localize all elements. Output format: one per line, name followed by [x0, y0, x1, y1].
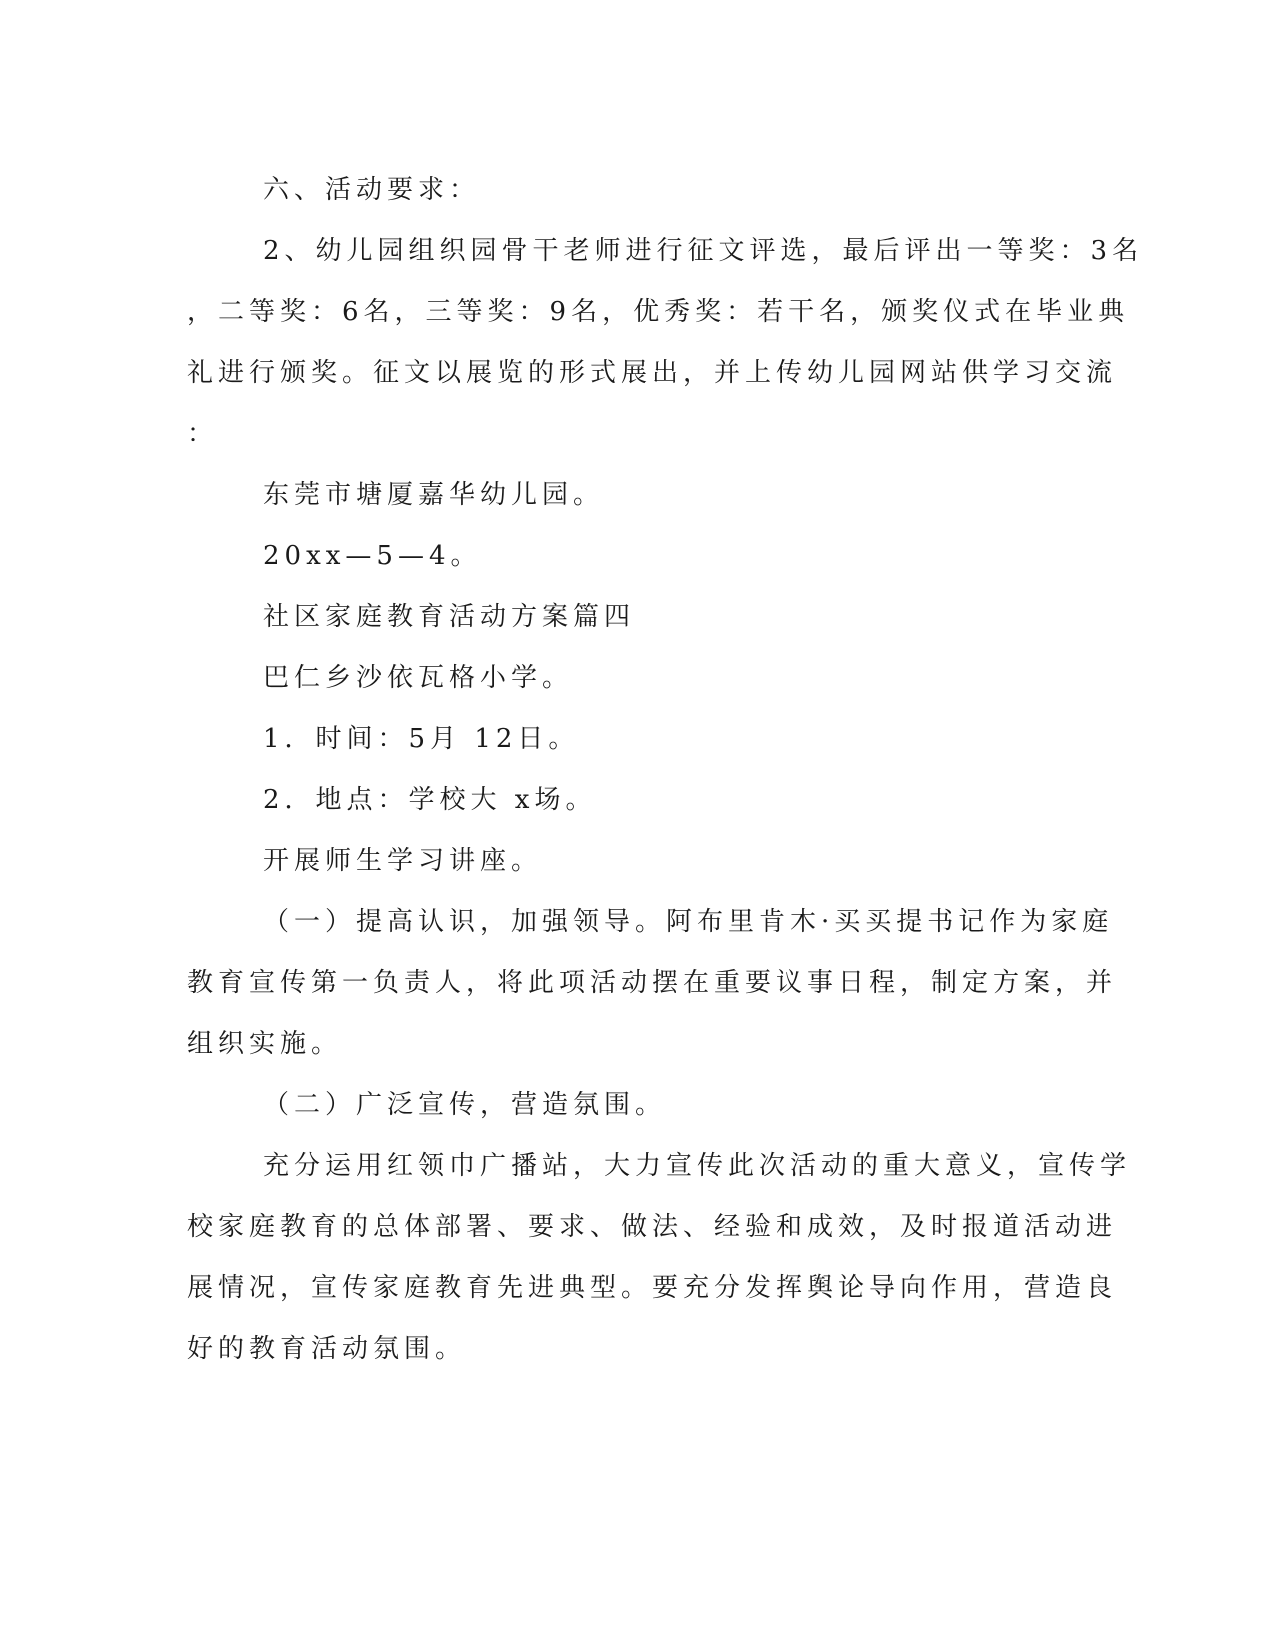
paragraph-line: 校家庭教育的总体部署、要求、做法、经验和成效，及时报道活动进: [187, 1212, 1118, 1242]
document-date: 20xx—5—4。: [263, 541, 482, 571]
document-body: [187, 160, 1144, 1380]
paragraph-line: （二）广泛宣传，营造氛围。: [263, 1090, 667, 1120]
paragraph-line: 礼进行颁奖。征文以展览的形式展出，并上传幼儿园网站供学习交流: [187, 358, 1118, 388]
school-name: 巴仁乡沙依瓦格小学。: [263, 663, 574, 693]
paragraph-line: 充分运用红领巾广播站，大力宣传此次活动的重大意义，宣传学: [263, 1151, 1132, 1181]
paragraph-line: 组织实施。: [187, 1029, 343, 1059]
paragraph-line: ，二等奖：6名，三等奖：9名，优秀奖：若干名，颁奖仪式在毕业典: [187, 297, 1130, 327]
paragraph-line: 开展师生学习讲座。: [263, 846, 543, 876]
paragraph-line: 展情况，宣传家庭教育先进典型。要充分发挥舆论导向作用，营造良: [187, 1273, 1118, 1303]
paragraph-line: （一）提高认识，加强领导。阿布里肯木·买买提书记作为家庭: [263, 907, 1114, 937]
paragraph-line: ：: [187, 419, 219, 449]
section-heading-requirements: 六、活动要求：: [263, 175, 481, 205]
paragraph-line: 教育宣传第一负责人，将此项活动摆在重要议事日程，制定方案，并: [187, 968, 1118, 998]
paragraph-line: 2、幼儿园组织园骨干老师进行征文评选，最后评出一等奖：3名: [263, 236, 1144, 266]
organization-name: 东莞市塘厦嘉华幼儿园。: [263, 480, 605, 510]
section-title: 社区家庭教育活动方案篇四: [263, 602, 636, 632]
event-time: 1．时间：5月 12日。: [263, 724, 580, 754]
event-location: 2．地点：学校大 x场。: [263, 785, 597, 815]
paragraph-line: 好的教育活动氛围。: [187, 1334, 467, 1364]
